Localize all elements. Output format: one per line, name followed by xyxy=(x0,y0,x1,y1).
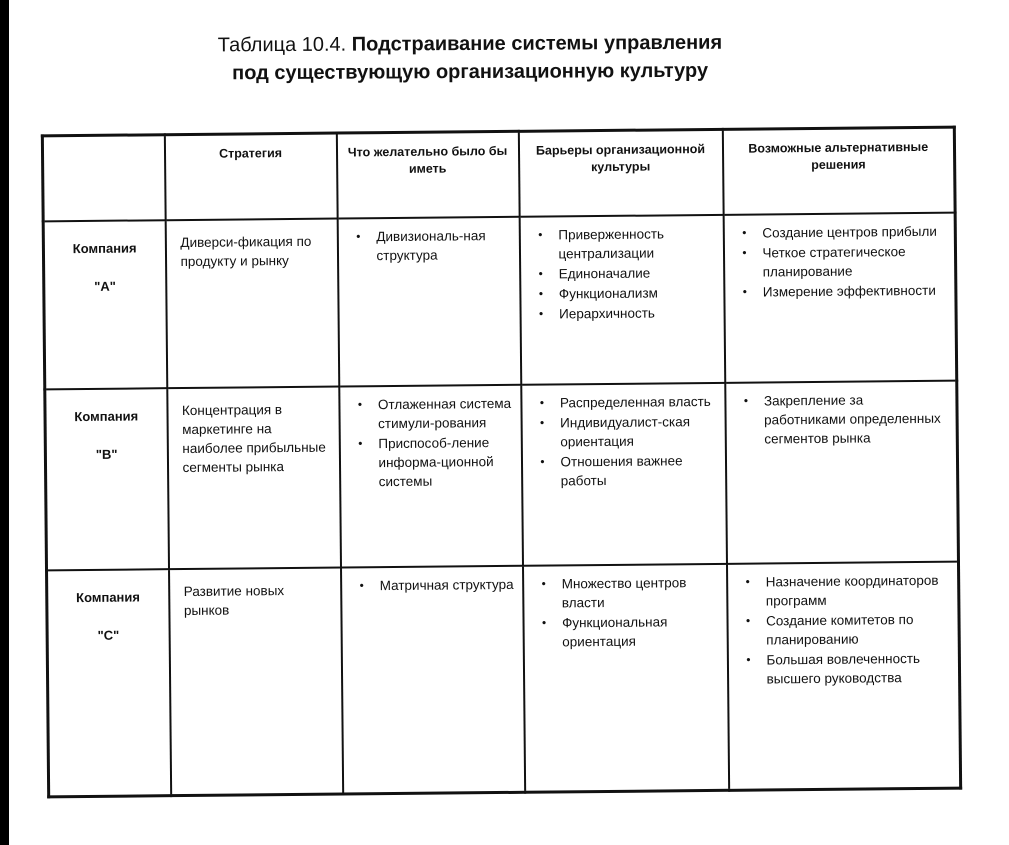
header-empty xyxy=(42,135,165,222)
title-line-1 xyxy=(150,28,790,59)
list-item: • Иерархичность xyxy=(531,303,715,324)
bullet-icon: • xyxy=(541,615,547,630)
company-letter: "A" xyxy=(94,278,116,294)
company-label: Компания xyxy=(72,240,137,257)
table-header-row xyxy=(42,127,955,221)
bullet-icon: • xyxy=(745,613,751,629)
list-item: • Приспособ-ление информа-ционной системы xyxy=(350,433,513,492)
desired-cell xyxy=(337,217,521,387)
bullet-icon: • xyxy=(538,227,543,242)
list-item: • Множество центров власти xyxy=(534,573,718,613)
company-cell xyxy=(43,220,167,389)
list-item: • Отношения важнее работы xyxy=(532,451,716,491)
header-strategy: Стратегия xyxy=(164,133,337,220)
list-item: • Матричная структура xyxy=(352,575,514,596)
list-item: • Измерение эффективности xyxy=(735,281,947,302)
solutions-cell xyxy=(726,562,960,790)
list-item: • Функционализм xyxy=(531,283,715,304)
strategy-cell: Диверси-фикация по продукту и рынку xyxy=(165,219,339,389)
company-letter: "C" xyxy=(97,628,120,644)
strategy-cell: Концентрация в маркетинге на наиболее прибыльные сегменты рынка xyxy=(167,387,341,570)
scan-edge-bar xyxy=(0,0,9,845)
bullet-icon: • xyxy=(746,652,751,668)
list-item: • Индивидуалист-ская ориентация xyxy=(532,412,716,452)
bullet-icon: • xyxy=(540,454,545,469)
barriers-cell xyxy=(519,215,725,385)
header-desired: Что желательно было бы иметь xyxy=(336,131,519,218)
list-item: • Приверженность централизации xyxy=(530,224,714,264)
title-prefix: Таблица xyxy=(217,33,297,57)
table-row xyxy=(47,562,961,797)
list-item: • Отлаженная система стимули-рования xyxy=(350,394,512,434)
company-label: Компания xyxy=(76,589,141,606)
culture-table-container xyxy=(41,126,959,799)
table-row xyxy=(45,381,959,571)
title-text-1: Подстраивание системы управления xyxy=(351,31,723,56)
barriers-cell xyxy=(523,564,729,792)
title-number: 10.4. xyxy=(301,33,347,56)
list-item: • Закрепление за работниками определенных сегментов рынка xyxy=(736,390,948,449)
list-item: • Назначение координаторов программ xyxy=(738,571,950,611)
solutions-cell xyxy=(723,213,957,383)
list-item: • Единоначалие xyxy=(531,263,715,284)
company-cell xyxy=(47,570,171,797)
company-label: Компания xyxy=(74,408,139,425)
bullet-icon: • xyxy=(745,574,750,590)
bullet-icon: • xyxy=(742,284,748,299)
list-item: • Дивизиональ-ная структура xyxy=(348,226,510,266)
bullet-icon: • xyxy=(359,578,364,593)
list-item: • Создание центров прибыли xyxy=(734,222,946,243)
company-letter: "B" xyxy=(95,446,118,462)
culture-table xyxy=(41,126,962,799)
list-item: • Распределенная власть xyxy=(532,392,716,413)
bullet-icon: • xyxy=(539,395,545,410)
bullet-icon: • xyxy=(538,286,544,301)
bullet-icon: • xyxy=(538,266,543,281)
header-solutions: Возможные альтернативные решения xyxy=(722,127,955,215)
bullet-icon: • xyxy=(539,415,545,430)
company-cell xyxy=(45,388,169,570)
header-barriers: Барьеры организационной культуры xyxy=(518,129,723,217)
bullet-icon: • xyxy=(358,436,363,451)
list-item: • Создание комитетов по планированию xyxy=(738,610,950,650)
strategy-cell: Развитие новых рынков xyxy=(169,568,343,796)
bullet-icon: • xyxy=(541,576,546,591)
desired-cell xyxy=(341,566,525,794)
table-row xyxy=(43,213,957,390)
solutions-cell xyxy=(725,381,959,564)
page-title xyxy=(150,28,790,87)
list-item: • Четкое стратегическое планирование xyxy=(734,242,946,282)
bullet-icon: • xyxy=(742,245,747,260)
bullet-icon: • xyxy=(357,397,363,412)
bullet-icon: • xyxy=(356,229,361,244)
bullet-icon: • xyxy=(538,306,544,321)
bullet-icon: • xyxy=(742,225,747,240)
bullet-icon: • xyxy=(743,393,749,408)
desired-cell xyxy=(339,385,523,568)
barriers-cell xyxy=(521,383,727,566)
title-line-2: под существующую организационную культуру xyxy=(232,59,709,85)
list-item: • Большая вовлеченность высшего руководства xyxy=(738,649,950,689)
list-item: • Функциональная ориентация xyxy=(534,612,718,652)
